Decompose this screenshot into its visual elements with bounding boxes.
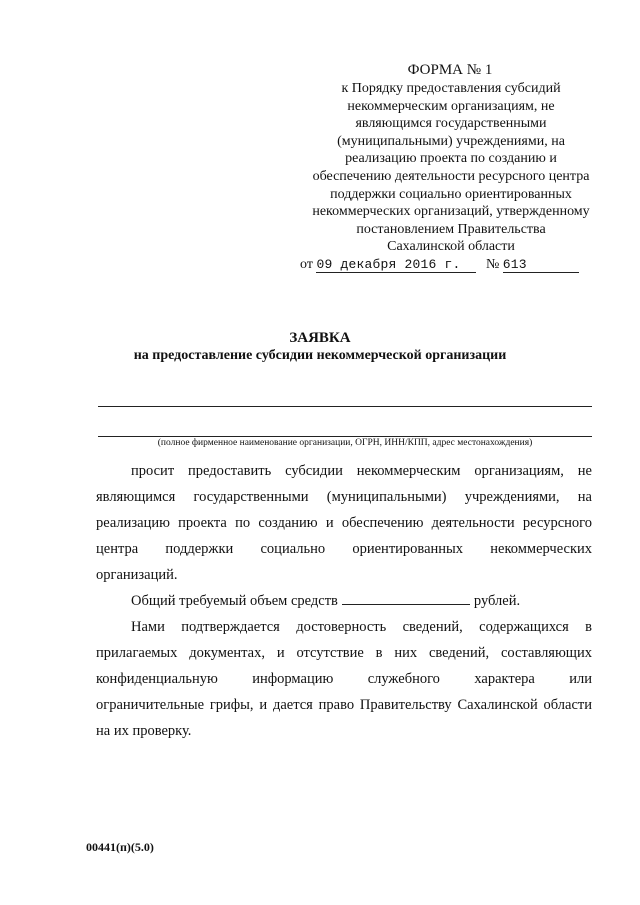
- document-title: ЗАЯВКА: [289, 330, 351, 346]
- regulation-line: Сахалинской области: [387, 239, 515, 255]
- amount-label: Общий требуемый объем средств: [131, 593, 338, 609]
- confirmation-paragraph: [96, 614, 592, 744]
- paragraph-line: просит предоставить субсидии некоммерческим организациям, не: [131, 463, 592, 479]
- document-subtitle: на предоставление субсидии некоммерческой организации: [133, 348, 507, 363]
- form-number-label: ФОРМА № 1: [407, 62, 493, 78]
- regulation-line: обеспечению деятельности ресурсного центра: [312, 168, 590, 184]
- regulation-line: поддержки социально ориентированных: [330, 186, 572, 202]
- regulation-line: некоммерческих организаций, утвержденному: [312, 204, 590, 220]
- paragraph-line: ограничительные грифы, и дается право Правительству Сахалинской области: [96, 697, 592, 713]
- regulation-line: реализацию проекта по созданию и: [345, 151, 557, 167]
- org-name-field-line-2[interactable]: [98, 436, 592, 437]
- paragraph-line: прилагаемых документах, и отсутствие в них сведений, составляющих: [96, 645, 592, 661]
- regulation-line: являющимся государственными: [355, 116, 547, 132]
- paragraph-line: Нами подтверждается достоверность сведений, содержащихся в: [131, 619, 592, 635]
- requested-amount-line: [131, 590, 520, 610]
- org-name-field-line-1[interactable]: [98, 406, 592, 407]
- amount-unit: рублей.: [473, 593, 521, 609]
- number-prefix: №: [485, 257, 500, 272]
- decree-date: 09 декабря 2016 г.: [316, 257, 476, 273]
- decree-date-line: [300, 257, 579, 273]
- paragraph-line: организаций.: [96, 567, 178, 583]
- paragraph-line: центра поддержки социально ориентированных некоммерческих: [96, 541, 592, 557]
- regulation-line: к Порядку предоставления субсидий: [341, 81, 561, 96]
- regulation-line: (муниципальными) учреждениями, на: [337, 133, 565, 149]
- paragraph-line: реализацию проекта по созданию и обеспечению деятельности ресурсного: [96, 515, 592, 531]
- request-paragraph: [96, 458, 592, 588]
- paragraph-line: на их проверку.: [96, 723, 192, 739]
- regulation-line: некоммерческим организациям, не: [347, 98, 555, 114]
- paragraph-line: конфиденциальную информацию служебного характера или: [96, 671, 592, 687]
- regulation-line: постановлением Правительства: [356, 221, 546, 237]
- amount-field[interactable]: [342, 590, 470, 605]
- org-field-caption: (полное фирменное наименование организации, ОГРН, ИНН/КПП, адрес местонахождения): [157, 438, 533, 448]
- date-prefix: от: [300, 257, 313, 272]
- regulation-reference: [286, 80, 616, 256]
- decree-number: 613: [503, 257, 579, 273]
- document-code: 00441(п)(5.0): [86, 840, 154, 854]
- paragraph-line: являющимся государственными (муниципальными) учреждениями, на: [96, 489, 592, 505]
